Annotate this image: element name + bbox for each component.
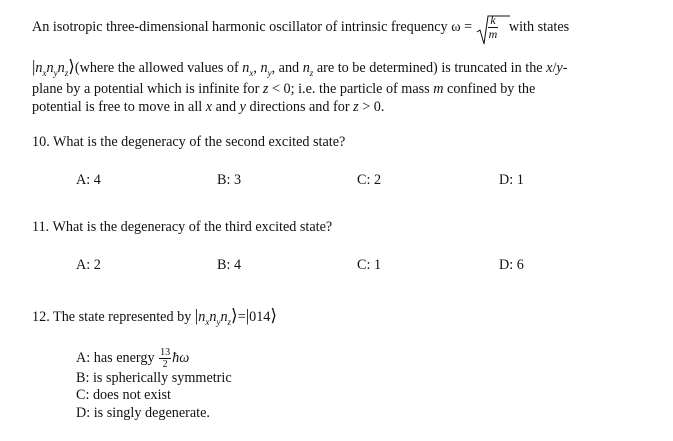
sqrt-radical-icon xyxy=(476,14,510,46)
sqrt-numerator: k xyxy=(488,14,499,28)
q10-option-d[interactable]: D: 1 xyxy=(499,172,524,188)
q10-option-c[interactable]: C: 2 xyxy=(357,172,382,188)
ket-nx-ny-nz-q12: $|n_xn_yn_z⟩$ xyxy=(194,306,238,327)
q12-option-d[interactable]: D: is singly degenerate. xyxy=(76,405,210,421)
energy-numerator: 13 xyxy=(160,347,171,358)
q11-option-c[interactable]: C: 1 xyxy=(357,257,382,273)
question-12: 12. The state represented by $|n_xn_yn_z⟩=|014⟩$ xyxy=(32,306,278,327)
ket-nx-ny-nz: $|n_xn_yn_z⟩$ xyxy=(32,57,75,78)
intro-line-3: plane by a potential which is infinite for z < 0; i.e. the particle of mass m confined by the xyxy=(32,81,536,97)
q12-option-b[interactable]: B: is spherically symmetric xyxy=(76,370,232,386)
intro-with-states: with states xyxy=(508,18,570,35)
intro-line-4: potential is free to move in all x and y directions and for z > 0. xyxy=(32,99,385,115)
q10-option-b[interactable]: B: 3 xyxy=(217,172,242,188)
question-11: 11. What is the degeneracy of the third excited state? xyxy=(32,219,333,235)
ket-value-014: 014 xyxy=(249,309,271,325)
q10-option-a[interactable]: A: 4 xyxy=(76,172,101,188)
energy-fraction xyxy=(159,347,171,370)
intro-line-2 xyxy=(32,57,567,78)
intro-line-1-text: An isotropic three-dimensional harmonic oscillator of intrinsic frequency ω = xyxy=(32,18,473,35)
q11-option-a[interactable]: A: 2 xyxy=(76,257,101,273)
question-10: 10. What is the degeneracy of the second excited state? xyxy=(32,134,346,150)
q11-option-b[interactable]: B: 4 xyxy=(217,257,242,273)
sqrt-denominator: m xyxy=(488,27,498,41)
intro-line-2-text: (where the allowed values of $n_x$, $n_y$, and $n_z$ are to be determined) is truncated in the x/y- xyxy=(74,60,568,78)
q12-option-a-text: A: has energy xyxy=(76,349,155,366)
q12-option-a[interactable] xyxy=(76,347,189,370)
q12-option-c[interactable]: C: does not exist xyxy=(76,387,171,403)
energy-unit: ħω xyxy=(172,349,190,366)
q11-option-d[interactable]: D: 6 xyxy=(499,257,524,273)
question-12-text: 12. The state represented by xyxy=(32,309,192,325)
energy-denominator: 2 xyxy=(162,359,168,370)
sqrt-k-over-m xyxy=(476,14,500,41)
intro-line-1 xyxy=(32,14,569,41)
